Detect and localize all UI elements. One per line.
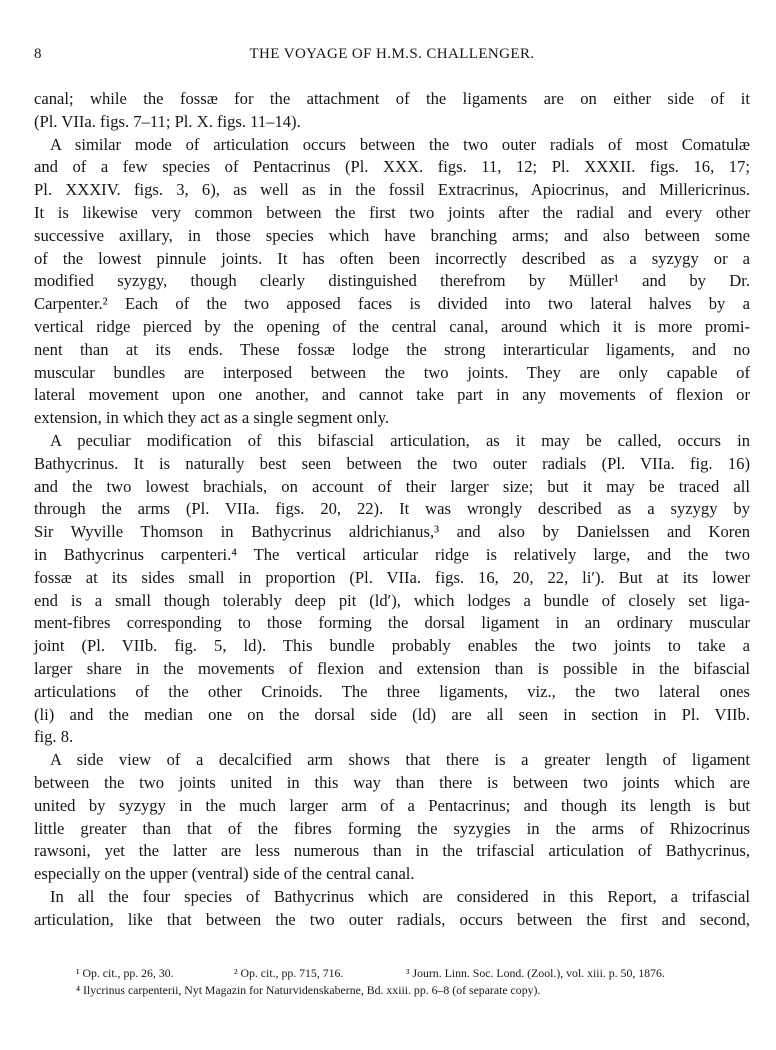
- text-line: larger share in the movements of flexion and extension than is possible in the bifascial: [34, 658, 750, 678]
- text-line: (Pl. VIIa. figs. 7–11; Pl. X. figs. 11–14).: [34, 111, 301, 131]
- text-line: of the lowest pinnule joints. It has often been incorrectly described as a syzygy or a: [34, 248, 750, 268]
- text-line: nent than at its ends. These fossæ lodge the strong interarticular ligaments, and no: [34, 339, 750, 359]
- text-line: joint (Pl. VIIb. fig. 5, ld). This bundle probably enables the two joints to take a: [34, 636, 750, 656]
- text-line: united by syzygy in the much larger arm of a Pentacrinus; and though its length is but: [34, 795, 750, 815]
- text-line: A side view of a decalcified arm shows that there is a greater length of ligament: [50, 750, 750, 770]
- text-line: in Bathycrinus carpenteri.⁴ The vertical articular ridge is relatively large, and the two: [34, 544, 750, 564]
- text-line: In all the four species of Bathycrinus which are considered in this Report, a trifascial: [50, 886, 750, 906]
- text-line: A peculiar modification of this bifascial articulation, as it may be called, occurs in: [50, 430, 750, 450]
- page-number: 8: [34, 46, 42, 62]
- footnote-4: ⁴ Ilycrinus carpenterii, Nyt Magazin for Naturvidenskaberne, Bd. xxiii. pp. 6–8 (of separate copy).: [76, 983, 541, 997]
- text-line: ment-fibres corresponding to those forming the dorsal ligament in an ordinary muscular: [34, 613, 750, 633]
- text-line: between the two joints united in this way than there is between two joints which are: [34, 772, 750, 792]
- text-line: (li) and the median one on the dorsal side (ld) are all seen in section in Pl. VIIb.: [34, 704, 750, 724]
- text-line: lateral movement upon one another, and cannot take part in any movements of flexion or: [34, 385, 750, 405]
- text-line: articulation, like that between the two outer radials, occurs between the first and second,: [34, 909, 750, 929]
- text-line: and of a few species of Pentacrinus (Pl. XXX. figs. 11, 12; Pl. XXXII. figs. 16, 17;: [34, 157, 750, 177]
- text-line: fig. 8.: [34, 727, 74, 747]
- running-title: THE VOYAGE OF H.M.S. CHALLENGER.: [249, 46, 535, 62]
- footnote-1: ¹ Op. cit., pp. 26, 30.: [76, 966, 174, 980]
- text-line: canal; while the fossæ for the attachment of the ligaments are on either side of it: [34, 89, 750, 108]
- text-line: Carpenter.² Each of the two apposed faces is divided into two lateral halves by a: [34, 294, 750, 314]
- text-line: vertical ridge pierced by the opening of the central canal, around which it is more promi-: [34, 316, 750, 336]
- text-line: Bathycrinus. It is naturally best seen between the two outer radials (Pl. VIIa. fig. 16): [34, 453, 750, 473]
- body-text: [34, 88, 750, 931]
- text-line: Sir Wyville Thomson in Bathycrinus aldrichianus,³ and also by Danielssen and Koren: [34, 522, 750, 542]
- footnote-3: ³ Journ. Linn. Soc. Lond. (Zool.), vol. xiii. p. 50, 1876.: [406, 966, 665, 980]
- text-line: Pl. XXXIV. figs. 3, 6), as well as in the fossil Extracrinus, Apiocrinus, and Millericrinus.: [34, 180, 750, 200]
- text-line: It is likewise very common between the first two joints after the radial and every other: [34, 202, 750, 222]
- text-line: rawsoni, yet the latter are less numerous than in the trifascial articulation of Bathycrinus,: [34, 841, 750, 861]
- text-line: especially on the upper (ventral) side of the central canal.: [34, 864, 415, 884]
- text-line: end is a small though tolerably deep pit (ld′), which lodges a bundle of closely set liga-: [34, 590, 750, 610]
- text-line: and the two lowest brachials, on account of their larger size; but it may be traced all: [34, 476, 750, 496]
- text-line: modified syzygy, though clearly distinguished therefrom by Müller¹ and by Dr.: [34, 271, 750, 291]
- text-line: little greater than that of the fibres forming the syzygies in the arms of Rhizocrinus: [34, 818, 750, 838]
- text-line: fossæ at its sides small in proportion (Pl. VIIa. figs. 16, 20, 22, li′). But at its lower: [34, 567, 750, 587]
- text-line: A similar mode of articulation occurs between the two outer radials of most Comatulæ: [50, 134, 750, 154]
- text-line: extension, in which they act as a single segment only.: [34, 408, 390, 428]
- text-line: through the arms (Pl. VIIa. figs. 20, 22). It was wrongly described as a syzygy by: [34, 499, 750, 519]
- footnotes: [76, 965, 726, 999]
- text-line: successive axillary, in those species which have branching arms; and also between some: [34, 225, 750, 245]
- text-line: muscular bundles are interposed between the two joints. They are only capable of: [34, 362, 750, 382]
- footnote-2: ² Op. cit., pp. 715, 716.: [234, 966, 344, 980]
- page-header: [34, 46, 750, 68]
- text-line: articulations of the other Crinoids. The three ligaments, viz., the two lateral ones: [34, 681, 750, 701]
